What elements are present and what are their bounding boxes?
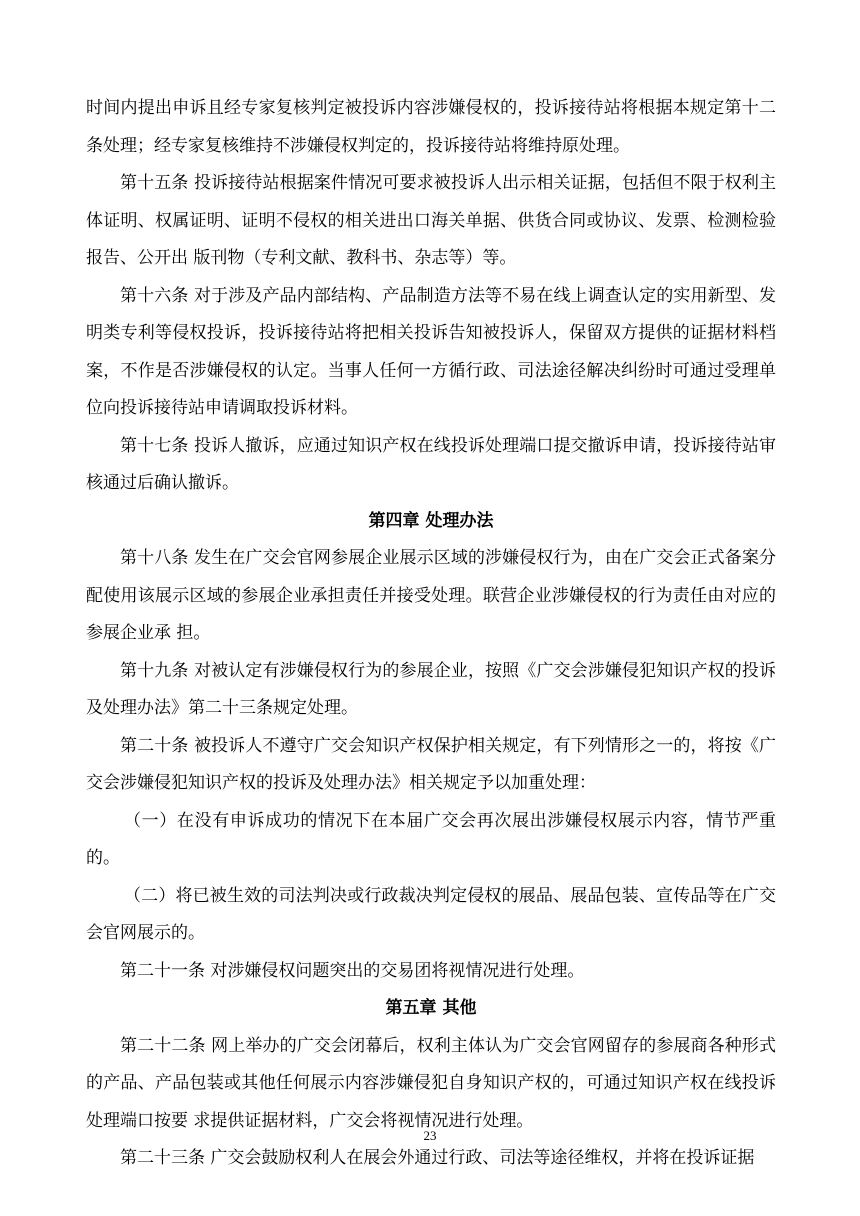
article-20-item-1: （一）在没有申诉成功的情况下在本届广交会再次展出涉嫌侵权展示内容，情节严重的。 (86, 810, 776, 868)
paragraph-continuation: 时间内提出申诉且经专家复核判定被投诉内容涉嫌侵权的，投诉接待站将根据本规定第十二条处理；经专家复核维持不涉嫌侵权判定的，投诉接待站将维持原处理。 (86, 98, 776, 156)
article-15: 第十五条 投诉接待站根据案件情况可要求被投诉人出示相关证据，包括但不限于权利主体证明、权属证明、证明不侵权的相关进出口海关单据、供货合同或协议、发票、检测检验报告、公开出 版刊物（专利文献、教科书、杂志等）等。 (86, 173, 776, 268)
article-19: 第十九条 对被认定有涉嫌侵权行为的参展企业，按照《广交会涉嫌侵犯知识产权的投诉及处理办法》第二十三条规定处理。 (86, 660, 776, 718)
chapter-4-heading: 第四章 处理办法 (368, 510, 494, 531)
article-22: 第二十二条 网上举办的广交会闭幕后，权利主体认为广交会官网留存的参展商各种形式的产品、产品包装或其他任何展示内容涉嫌侵犯自身知识产权的，可通过知识产权在线投诉处理端口按要 求提供证据材料，广交会将视情况进行处理。 (86, 1035, 776, 1131)
article-20-item-2: （二）将已被生效的司法判决或行政裁决判定侵权的展品、展品包装、宣传品等在广交会官网展示的。 (86, 885, 776, 943)
article-23: 第二十三条 广交会鼓励权利人在展会外通过行政、司法等途径维权，并将在投诉证据 (120, 1148, 755, 1168)
page-number: 23 (423, 1128, 437, 1143)
article-16: 第十六条 对于涉及产品内部结构、产品制造方法等不易在线上调查认定的实用新型、发明类专利等侵权投诉，投诉接待站将把相关投诉告知被投诉人，保留双方提供的证据材料档案，不作是否涉嫌侵权的认定。当事人任何一方循行政、司法途径解决纠纷时可通过受理单位向投诉接待站申请调取投诉材料。 (86, 285, 776, 418)
article-20: 第二十条 被投诉人不遵守广交会知识产权保护相关规定，有下列情形之一的，将按《广交会涉嫌侵犯知识产权的投诉及处理办法》相关规定予以加重处理： (86, 735, 776, 793)
document-body (86, 90, 776, 1178)
article-21: 第二十一条 对涉嫌侵权问题突出的交易团将视情况进行处理。 (120, 960, 585, 981)
chapter-5-heading: 第五章 其他 (385, 998, 477, 1018)
article-17: 第十七条 投诉人撤诉，应通过知识产权在线投诉处理端口提交撤诉申请，投诉接待站审核通过后确认撤诉。 (86, 435, 776, 493)
article-18: 第十八条 发生在广交会官网参展企业展示区域的涉嫌侵权行为，由在广交会正式备案分配使用该展示区域的参展企业承担责任并接受处理。联营企业涉嫌侵权的行为责任由对应的参展企业承 担。 (86, 548, 776, 643)
